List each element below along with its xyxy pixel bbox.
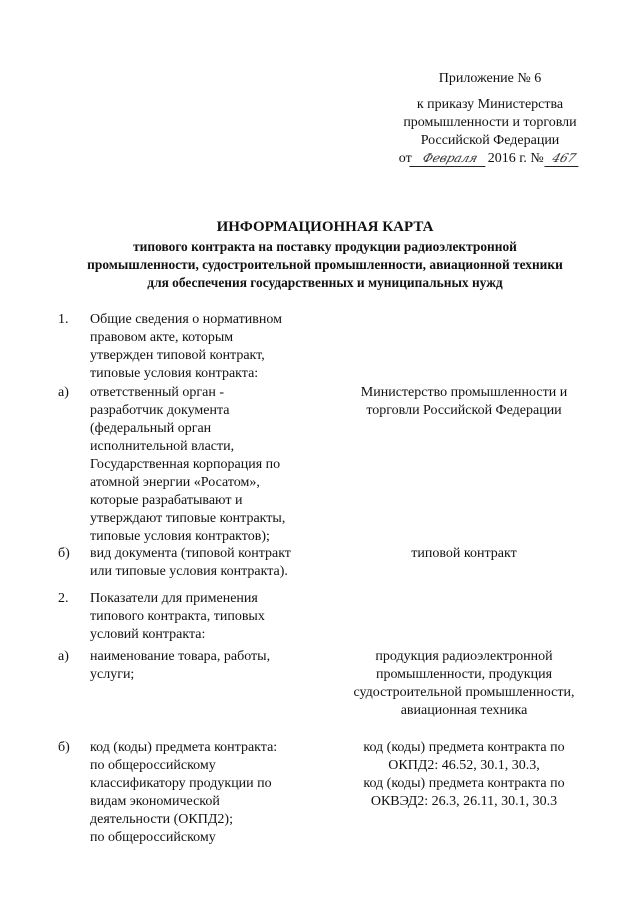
document-title <box>40 218 610 292</box>
appendix-label: Приложение № 6 <box>438 71 542 86</box>
item-value-line: авиационная техника <box>400 703 528 718</box>
item-value-line: ОКВЭД2: 26.3, 26.11, 30.1, 30.3 <box>370 794 558 809</box>
item-number: б) <box>58 546 70 561</box>
item-label-line: видам экономической <box>90 794 220 809</box>
item-label-line: по общероссийскому <box>90 758 216 773</box>
item-value-line: торговли Российской Федерации <box>366 403 562 418</box>
title-sub-3: для обеспечения государственных и муниципальных нужд <box>147 275 503 290</box>
item-label-line: классификатору продукции по <box>90 776 272 791</box>
item-label-line: вид документа (типовой контракт <box>90 546 291 561</box>
item-label <box>90 648 315 684</box>
item-label-line: наименование товара, работы, <box>90 649 271 664</box>
item-label-line: утвержден типовой контракт, <box>90 348 265 363</box>
item-label-line: Показатели для применения <box>90 591 258 606</box>
item-value-line: ОКПД2: 46.52, 30.1, 30.3, <box>388 758 540 773</box>
item-value-line: продукция радиоэлектронной <box>375 649 553 664</box>
title-main: ИНФОРМАЦИОННАЯ КАРТА <box>216 219 434 235</box>
item-value-line: Министерство промышленности и <box>360 385 568 400</box>
item-value <box>318 545 610 563</box>
date-prefix: от <box>398 151 412 166</box>
number-label: № <box>530 151 544 166</box>
date-year: 2016 г. <box>487 151 527 166</box>
item-value-line: судостроительной промышленности, <box>353 685 575 700</box>
item-label-line: или типовые условия контракта). <box>90 564 288 579</box>
item-label <box>90 384 315 546</box>
order-reference <box>360 96 620 170</box>
item-label <box>90 545 315 581</box>
item-label-line: условий контракта: <box>90 627 206 642</box>
item-label-line: атомной энергии «Росатом», <box>90 475 260 490</box>
item-value-line: код (коды) предмета контракта по <box>363 776 565 791</box>
order-date-line <box>360 150 620 170</box>
order-line-3: Российской Федерации <box>420 133 560 148</box>
item-value <box>318 648 610 720</box>
item-label-line: которые разрабатывают и <box>90 493 243 508</box>
item-number: а) <box>58 385 69 400</box>
item-label-line: ответственный орган - <box>90 385 225 400</box>
item-label-line: код (коды) предмета контракта: <box>90 740 278 755</box>
item-label-line: по общероссийскому <box>90 830 216 845</box>
item-number: б) <box>58 740 70 755</box>
item-label-line: правовом акте, которым <box>90 330 234 345</box>
item-value-line: код (коды) предмета контракта по <box>363 740 565 755</box>
item-label-line: типового контракта, типовых <box>90 609 265 624</box>
item-label-line: Общие сведения о нормативном <box>90 312 282 327</box>
handwritten-number: 467 <box>544 150 584 167</box>
item-label-line: типовые условия контракта: <box>90 366 259 381</box>
item-number: 1. <box>58 312 69 327</box>
title-sub-2: промышленности, судостроительной промышленности, авиационной техники <box>87 257 563 272</box>
handwritten-date: Февраля <box>409 150 491 167</box>
item-label <box>90 311 315 383</box>
title-sub-1: типового контракта на поставку продукции радиоэлектронной <box>133 239 517 254</box>
item-label-line: услуги; <box>90 667 135 682</box>
item-value <box>318 739 610 811</box>
item-value <box>318 384 610 420</box>
order-line-1: к приказу Министерства <box>416 97 564 112</box>
item-label-line: (федеральный орган <box>90 421 212 436</box>
order-line-2: промышленности и торговли <box>403 115 577 130</box>
item-label-line: типовые условия контрактов); <box>90 529 270 544</box>
item-label-line: деятельности (ОКПД2); <box>90 812 233 827</box>
item-label-line: разработчик документа <box>90 403 230 418</box>
item-label-line: исполнительной власти, <box>90 439 235 454</box>
item-label-line: Государственная корпорация по <box>90 457 281 472</box>
item-label <box>90 590 315 644</box>
item-number: 2. <box>58 591 69 606</box>
item-label-line: утверждают типовые контракты, <box>90 511 286 526</box>
item-number: а) <box>58 649 69 664</box>
item-label <box>90 739 315 847</box>
item-value-line: типовой контракт <box>411 546 517 561</box>
item-value-line: промышленности, продукция <box>375 667 553 682</box>
